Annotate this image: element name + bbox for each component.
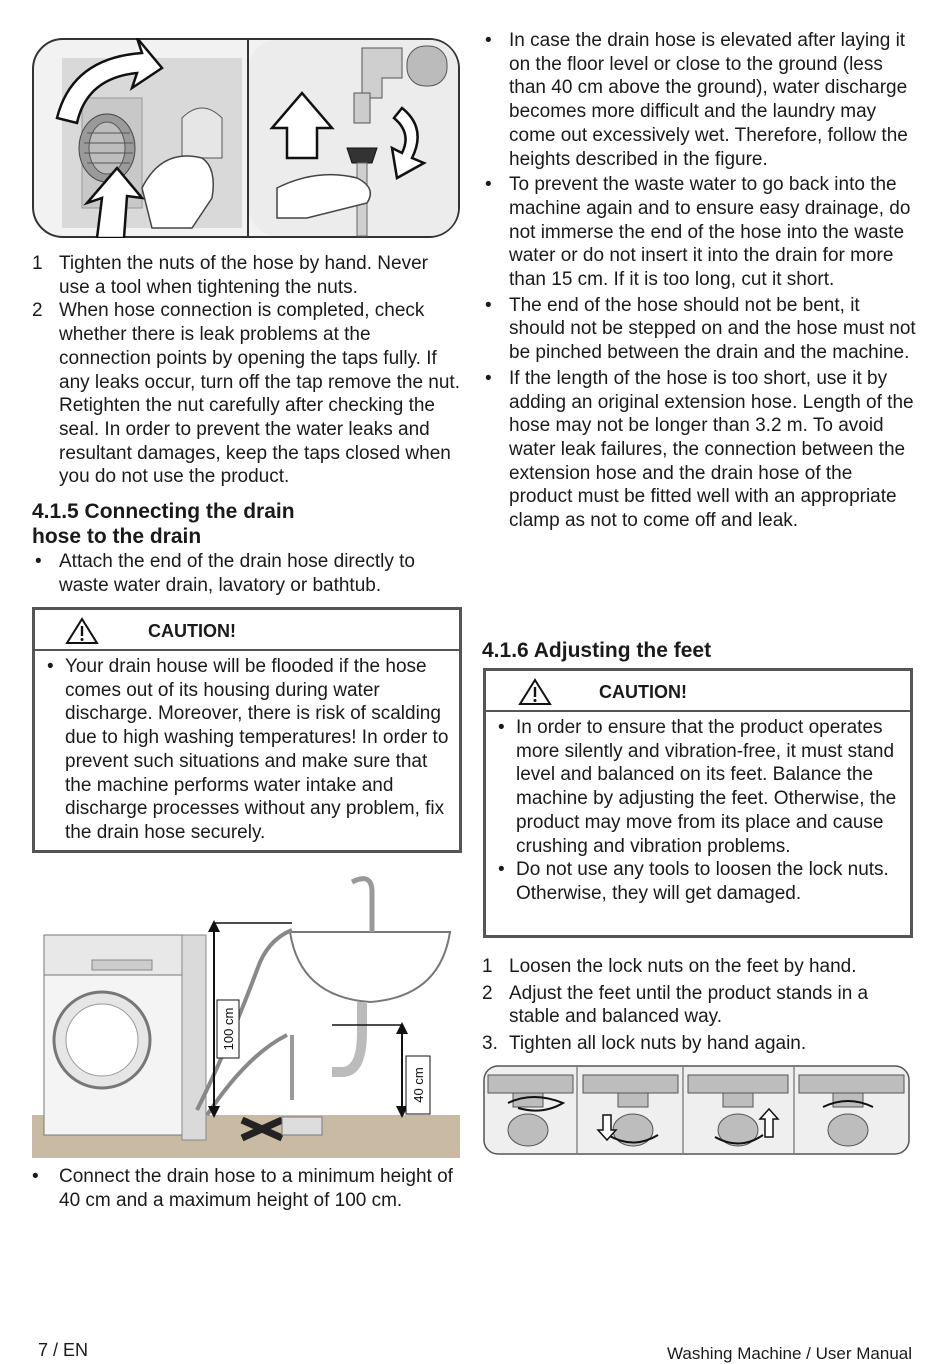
drain-rules-list [482,29,918,533]
caution-list [35,651,459,851]
list-item: 1 Loosen the lock nuts on the feet by hand. [482,956,857,977]
hose-steps-list [32,252,462,489]
caution-list [486,712,910,912]
drain-intro-list [32,550,452,597]
caution-header [486,671,910,712]
caution-header [35,610,459,651]
caution-title: CAUTION! [148,621,236,641]
caution-title: CAUTION! [599,682,687,702]
document-title: Washing Machine / User Manual [666,1344,912,1363]
feet-steps-list [482,955,918,1056]
step-text: When hose connection is completed, check whether there is leak problems at the connection points by opening the taps fully. If any leaks occur, turn off the tap remove the nut. Retighten the nut carefully after checking the seal. In order to prevent the water leaks and resultant damages, keep the taps closed when you do not use the product. [59,300,460,488]
list-item: • Attach the end of the drain hose directly to waste water drain, lavatory or bathtub. [32,550,452,597]
section-heading-4-1-6: 4.1.6 Adjusting the feet [482,639,712,662]
list-item: • Do not use any tools to loosen the lock nuts. Otherwise, they will get damaged. [498,858,900,905]
feet-adjustment-illustration [483,1065,910,1155]
list-item: • In order to ensure that the product operates more silently and vibration-free, it must stand level and balanced on its feet. Balance the machine by adjusting the feet. Otherwise, the product may move from its place and cause crushing and vibration problems. [498,716,900,858]
drain-height-note [32,1165,462,1212]
caution-box-drain [32,607,462,853]
max-height-label: 100 cm [221,1007,236,1051]
section-heading-4-1-5: 4.1.5 Connecting the drain hose to the drain [32,500,295,548]
list-item: 3. Tighten all lock nuts by hand again. [482,1033,807,1055]
list-item: 1 Tighten the nuts of the hose by hand. Never use a tool when tightening the nuts. [32,253,428,298]
list-item: • The end of the hose should not be bent, it should not be stepped on and the hose must not be pinched between the drain and the machine. [482,294,918,365]
list-item: • To prevent the waste water to go back into the machine again and to ensure easy drainage, do not immerse the end of the hose into the waste water or do not insert it into the drain for more than 15 cm. If it is too long, cut it short. [482,173,918,292]
step-text: Loosen the lock nuts on the feet by hand. [509,956,857,977]
step-text: Tighten the nuts of the hose by hand. Never use a tool when tightening the nuts. [59,253,428,298]
warning-icon [65,617,99,645]
list-item: • Connect the drain hose to a minimum height of 40 cm and a maximum height of 100 cm. [32,1165,462,1212]
list-item: • If the length of the hose is too short, use it by adding an original extension hose. Length of the hose may not be longer than 3.2 m. To avoid water leak failures, the connection between the extension hose and the drain hose of the product must be fitted well with an appropriate clamp as not to come off and leak. [482,367,918,533]
step-text: Adjust the feet until the product stands in a stable and balanced way. [509,982,869,1028]
drain-height-illustration [32,860,460,1158]
caution-box-feet [483,668,913,938]
list-item: 2 Adjust the feet until the product stands in a stable and balanced way. [482,982,869,1028]
warning-icon [518,678,552,706]
hose-tightening-illustration [32,38,460,238]
list-item: • Your drain house will be flooded if the hose comes out of its housing during water discharge. Moreover, there is risk of scalding due to high washing temperatures! In order to prevent such situations and make sure that the machine performs water intake and discharge processes without any problem, fix the drain hose securely. [47,655,449,845]
step-text: Tighten all lock nuts by hand again. [509,1033,807,1055]
min-height-label: 40 cm [411,1067,426,1103]
list-item: • In case the drain hose is elevated after laying it on the floor level or close to the ground (less than 40 cm above the ground), water discharge becomes more difficult and the laundry may come out excessively wet. Therefore, follow the heights described in the figure. [482,29,918,171]
page-number: 7 / EN [38,1340,89,1360]
list-item: 2 When hose connection is completed, check whether there is leak problems at the connection points by opening the taps fully. If any leaks occur, turn off the tap remove the nut. Retighten the nut carefully after checking the seal. In order to prevent the water leaks and resultant damages, keep the taps closed when you do not use the product. [32,300,460,488]
